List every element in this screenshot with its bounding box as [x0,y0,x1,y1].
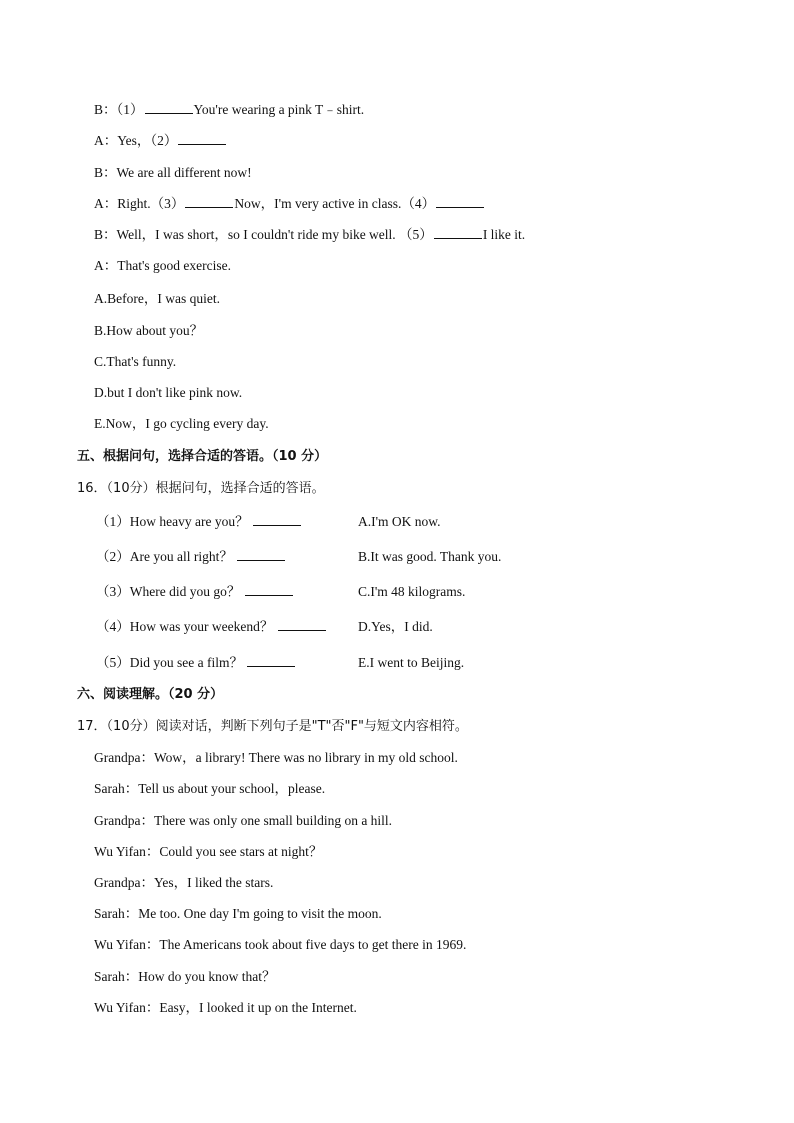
option-e: E.Now，I go cycling every day. [94,416,269,431]
dialogue-text: A：That's good exercise. [94,258,232,273]
dialogue-line-4 [94,195,485,213]
q16-question-3 [96,583,294,601]
reading-line-5: Grandpa：Yes，I liked the stars. [94,875,274,890]
q16-answer-e: E.I went to Beijing. [358,655,465,670]
question-text: （2）Are you all right？ [96,549,233,564]
reading-line-4: Wu Yifan：Could you see stars at night？ [94,844,323,859]
answer-blank[interactable] [247,654,295,667]
answer-blank[interactable] [253,513,301,526]
reading-line-8: Sarah：How do you know that？ [94,969,276,984]
dialogue-text: Now，I'm very active in class.（4） [234,196,436,211]
dialogue-line-6 [94,257,231,275]
answer-blank[interactable] [178,132,226,145]
answer-blank[interactable] [245,583,293,596]
q16-question-1 [96,513,302,531]
section5-heading: 五、根据问句，选择合适的答语。（10 分） [77,449,328,464]
dialogue-text: B：We are all different now! [94,165,252,180]
q16-answer-c: C.I'm 48 kilograms. [358,584,466,599]
answer-blank[interactable] [185,195,233,208]
option-c: C.That's funny. [94,354,177,369]
dialogue-text: A：Yes，（2） [94,133,178,148]
question-text: （3）Where did you go？ [96,584,241,599]
q16-title: 16．（10分）根据问句，选择合适的答语。 [77,481,325,496]
dialogue-text: B：（1） [94,102,144,117]
q16-question-2 [96,548,286,566]
dialogue-line-1 [94,101,364,119]
answer-blank[interactable] [145,101,193,114]
q16-answer-d: D.Yes，I did. [358,619,433,634]
reading-line-2: Sarah：Tell us about your school，please. [94,781,326,796]
option-a: A.Before，I was quiet. [94,291,220,306]
reading-line-7: Wu Yifan：The Americans took about five days to get there in 1969. [94,937,467,952]
section6-heading: 六、阅读理解。（20 分） [77,687,224,702]
reading-line-9: Wu Yifan：Easy，I looked it up on the Internet. [94,1000,357,1015]
option-d: D.but I don't like pink now. [94,385,243,400]
dialogue-line-3 [94,164,252,182]
dialogue-text: I like it. [482,227,526,242]
q16-answer-a: A.I'm OK now. [358,514,441,529]
option-b: B.How about you？ [94,323,204,338]
q16-question-5 [96,654,296,672]
question-text: （1）How heavy are you？ [96,514,249,529]
dialogue-text: A：Right.（3） [94,196,185,211]
answer-blank[interactable] [237,548,285,561]
q17-title: 17．（10分）阅读对话，判断下列句子是"T"否"F"与短文内容相符。 [77,719,468,734]
dialogue-line-2 [94,132,227,150]
reading-line-3: Grandpa：There was only one small building on a hill. [94,813,393,828]
answer-blank[interactable] [436,195,484,208]
dialogue-text: You're wearing a pink T﹣shirt. [193,102,365,117]
question-text: （5）Did you see a film？ [96,655,243,670]
reading-line-1: Grandpa：Wow，a library! There was no library in my old school. [94,750,458,765]
answer-blank[interactable] [434,226,482,239]
reading-line-6: Sarah：Me too. One day I'm going to visit the moon. [94,906,382,921]
question-text: （4）How was your weekend？ [96,619,274,634]
dialogue-line-5 [94,226,525,244]
dialogue-text: B：Well，I was short，so I couldn't ride my bike well. （5） [94,227,433,242]
answer-blank[interactable] [278,618,326,631]
q16-answer-b: B.It was good. Thank you. [358,549,502,564]
q16-question-4 [96,618,327,636]
